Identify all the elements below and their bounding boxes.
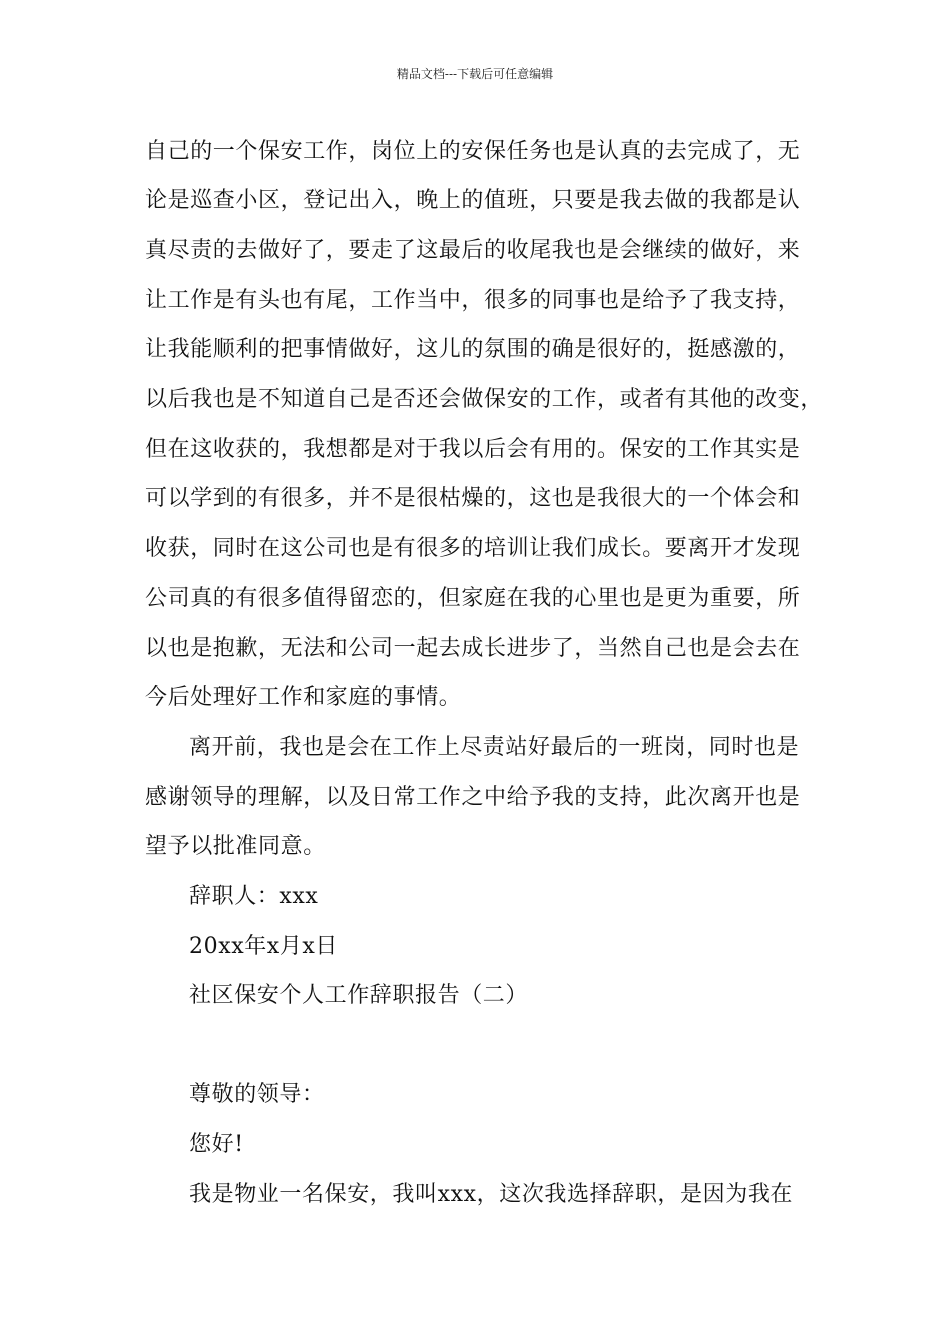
paragraph-line: 公司真的有很多值得留恋的，但家庭在我的心里也是更为重要，所 [145,586,801,611]
salutation: 尊敬的领导： [189,1082,325,1107]
paragraph-line: 真尽责的去做好了，要走了这最后的收尾我也是会继续的做好，来 [145,238,801,263]
paragraph-line: 我是物业一名保安，我叫xxx，这次我选择辞职，是因为我在 [189,1182,794,1207]
paragraph-line: 感谢领导的理解，以及日常工作之中给予我的支持，此次离开也是 [145,785,801,810]
paragraph-line: 但在这收获的，我想都是对于我以后会有用的。保安的工作其实是 [145,437,801,462]
paragraph-line: 收获，同时在这公司也是有很多的培训让我们成长。要离开才发现 [145,536,801,561]
paragraph-line: 论是巡查小区，登记出入，晚上的值班，只要是我去做的我都是认 [145,188,801,213]
paragraph-line: 自己的一个保安工作，岗位上的安保任务也是认真的去完成了，无 [145,139,801,164]
paragraph-line: 让工作是有头也有尾，工作当中，很多的同事也是给予了我支持， [145,288,801,313]
paragraph-line: 可以学到的有很多，并不是很枯燥的，这也是我很大的一个体会和 [145,486,801,511]
signer-line: 辞职人：xxx [189,884,319,909]
paragraph-line: 今后处理好工作和家庭的事情。 [145,685,462,710]
date-line: 20xx年x月x日 [189,934,339,959]
paragraph-line: 让我能顺利的把事情做好，这儿的氛围的确是很好的，挺感激的， [145,337,801,362]
paragraph-line: 以后我也是不知道自己是否还会做保安的工作，或者有其他的改变， [145,387,824,412]
greeting: 您好! [189,1132,244,1157]
page-header: 精品文档---下载后可任意编辑 [396,67,554,81]
paragraph-line: 离开前，我也是会在工作上尽责站好最后的一班岗，同时也是 [189,735,800,760]
paragraph-line: 以也是抱歉，无法和公司一起去成长进步了，当然自己也是会去在 [145,636,801,661]
paragraph-line: 望予以批准同意。 [145,834,326,859]
section-title: 社区保安个人工作辞职报告（二） [189,983,529,1008]
